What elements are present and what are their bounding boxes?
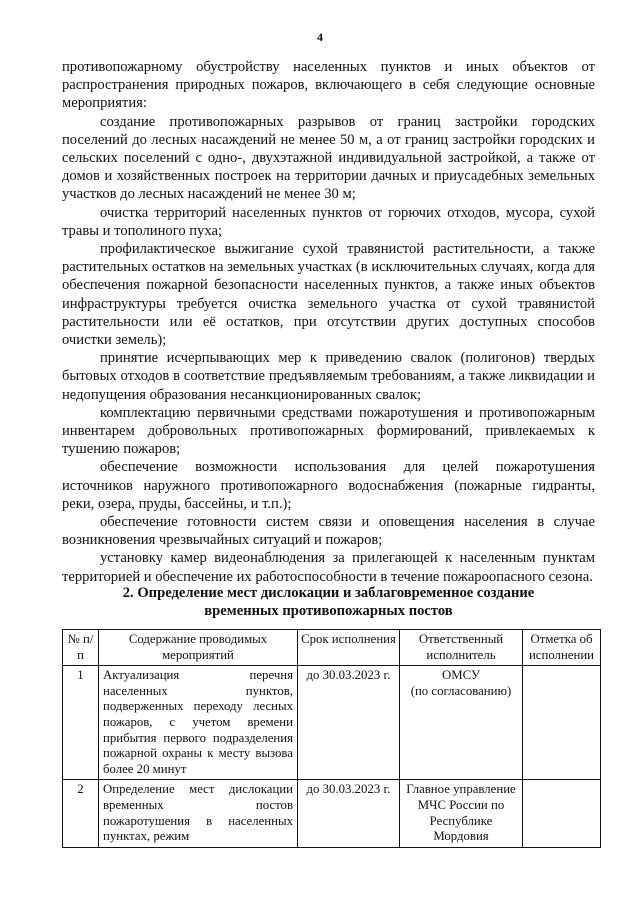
row-content: Актуализация перечня населенных пунктов, подверженных переходу лесных пожаров, с учетом времени прибытия первого подразделения пожарной охраны к месту вызова более 20 минут: [99, 666, 298, 780]
table-row: [63, 780, 601, 847]
paragraph-equipment: комплектацию первичными средствами пожаротушения и противопожарным инвентарем добровольных противопожарных формирований, привлекаемых к тушению пожаров;: [62, 404, 595, 458]
row-responsible: [400, 780, 523, 847]
row-responsible-line-2: (по согласованию): [410, 683, 512, 698]
paragraph-water-supply: обеспечение возможности использования для целей пожаротушения источников наружного противопожарного водоснабжения (пожарные гидранты, реки, озера, пруды, бассейны, и т.п.);: [62, 459, 595, 512]
section-heading: [62, 584, 595, 620]
paragraph-intro-continuation: противопожарному обустройству населенных пунктов и иных объектов от распространения природных пожаров, включающего в себя следующие основные мероприятия:: [62, 59, 595, 112]
section-heading-line-2: временных противопожарных постов: [204, 603, 453, 619]
page-number: 4: [317, 30, 323, 44]
row-mark: [523, 666, 601, 780]
body-text: [62, 58, 595, 586]
header-deadline: Срок исполнения: [298, 630, 400, 666]
paragraph-fire-breaks: создание противопожарных разрывов от границ застройки городских поселений до лесных насаждений не менее 50 м, а от границ застройки городских и сельских поселений с одно-, двухэтажной индивидуальной застройкой, а также от домов и хозяйственных построек на территории дачных и приусадебных земельных участков до лесных насаждений не менее 30 м;: [62, 113, 595, 203]
header-num: № п/п: [63, 630, 99, 666]
paragraph-controlled-burning: профилактическое выжигание сухой травянистой растительности, а также растительных остатков на земельных участках (в исключительных случаях, когда для обеспечения пожарной безопасности населенных пунктов, а также иных объектов инфраструктуры требуется очистка земельного участка от сухой травянистой растительности или её остатков, при отсутствии других доступных способов очистки земель);: [62, 241, 595, 349]
row-deadline: до 30.03.2023 г.: [298, 780, 400, 847]
row-responsible-line-1: ОМСУ: [441, 668, 481, 683]
row-number: 1: [63, 666, 99, 780]
paragraph-communication: обеспечение готовности систем связи и оповещения населения в случае возникновения чрезвычайных ситуаций и пожаров;: [62, 514, 595, 549]
row-responsible-line-1: Главное управление МЧС России по Республике Мордовия: [406, 782, 516, 844]
paragraph-landfills: принятие исчерпывающих мер к приведению свалок (полигонов) твердых бытовых отходов в соответствие предъявляемым требованиям, а также ликвидации и недопущения образования несанкционированных свалок;: [62, 350, 595, 403]
paragraph-territory-cleaning: очистка территорий населенных пунктов от горючих отходов, мусора, сухой травы и тополиного пуха;: [62, 204, 595, 239]
row-content: Определение мест дислокации временных постов пожаротушения в населенных пунктах, режим: [99, 780, 298, 847]
table-header-row: [63, 630, 601, 666]
row-responsible: [400, 666, 523, 780]
header-content: Содержание проводимых мероприятий: [99, 630, 298, 666]
measures-table: [62, 629, 601, 848]
section-heading-line-1: 2. Определение мест дислокации и заблаговременное создание: [122, 585, 535, 601]
row-number: 2: [63, 780, 99, 847]
row-deadline: до 30.03.2023 г.: [298, 666, 400, 780]
table-row: [63, 666, 601, 780]
row-mark: [523, 780, 601, 847]
header-mark: Отметка об исполнении: [523, 630, 601, 666]
header-responsible: Ответственный исполнитель: [400, 630, 523, 666]
paragraph-video-surveillance: установку камер видеонаблюдения за прилегающей к населенным пунктам территорией и обеспечение их работоспособности в течение пожароопасного сезона.: [62, 550, 595, 585]
